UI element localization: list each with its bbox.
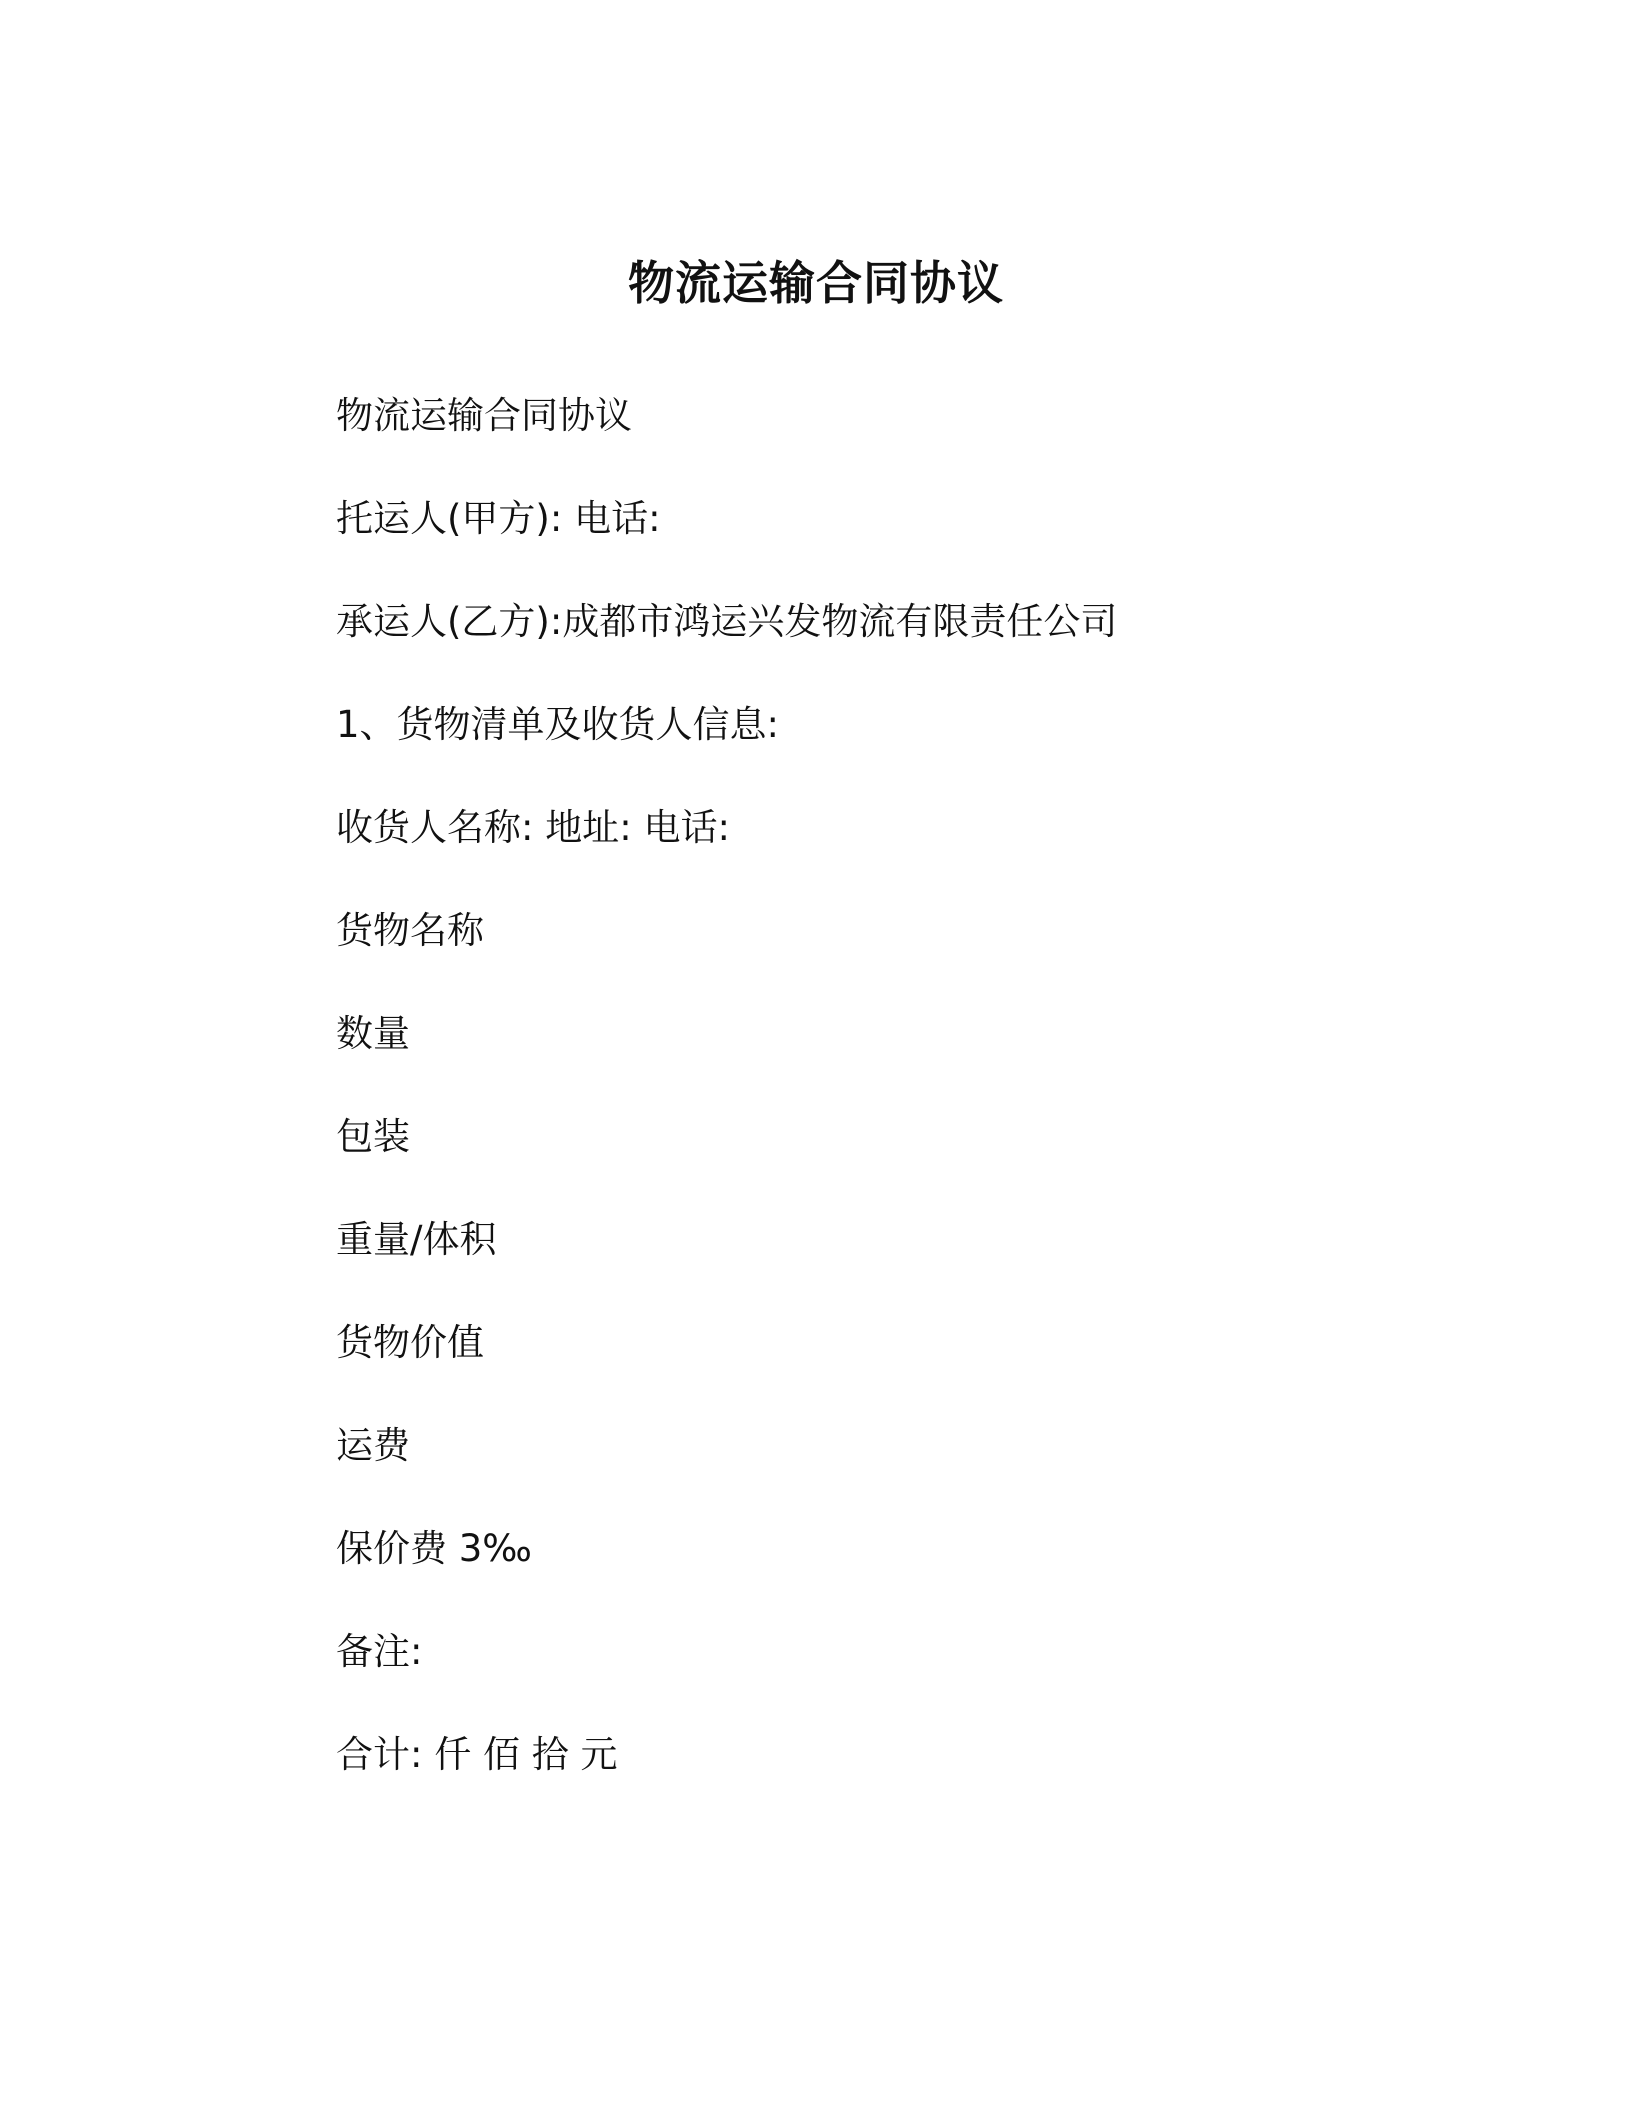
line-section-1: 1、货物清单及收货人信息:	[336, 703, 780, 746]
line-total: 合计: 仟 佰 拾 元	[336, 1733, 618, 1776]
line-weight-volume: 重量/体积	[336, 1218, 497, 1261]
line-goods-name: 货物名称	[336, 909, 484, 952]
line-freight: 运费	[336, 1424, 410, 1467]
line-quantity: 数量	[336, 1012, 410, 1055]
line-packaging: 包装	[336, 1115, 410, 1158]
line-insurance-fee: 保价费 3‰	[336, 1527, 532, 1570]
document-title: 物流运输合同协议	[628, 255, 1004, 310]
line-shipper: 托运人(甲方): 电话:	[336, 497, 661, 540]
line-consignee: 收货人名称: 地址: 电话:	[336, 806, 730, 849]
line-contract-heading: 物流运输合同协议	[336, 394, 632, 437]
line-carrier: 承运人(乙方):成都市鸿运兴发物流有限责任公司	[336, 600, 1118, 643]
document-body	[336, 392, 1436, 1834]
line-goods-value: 货物价值	[336, 1321, 484, 1364]
line-remarks: 备注:	[336, 1630, 423, 1673]
